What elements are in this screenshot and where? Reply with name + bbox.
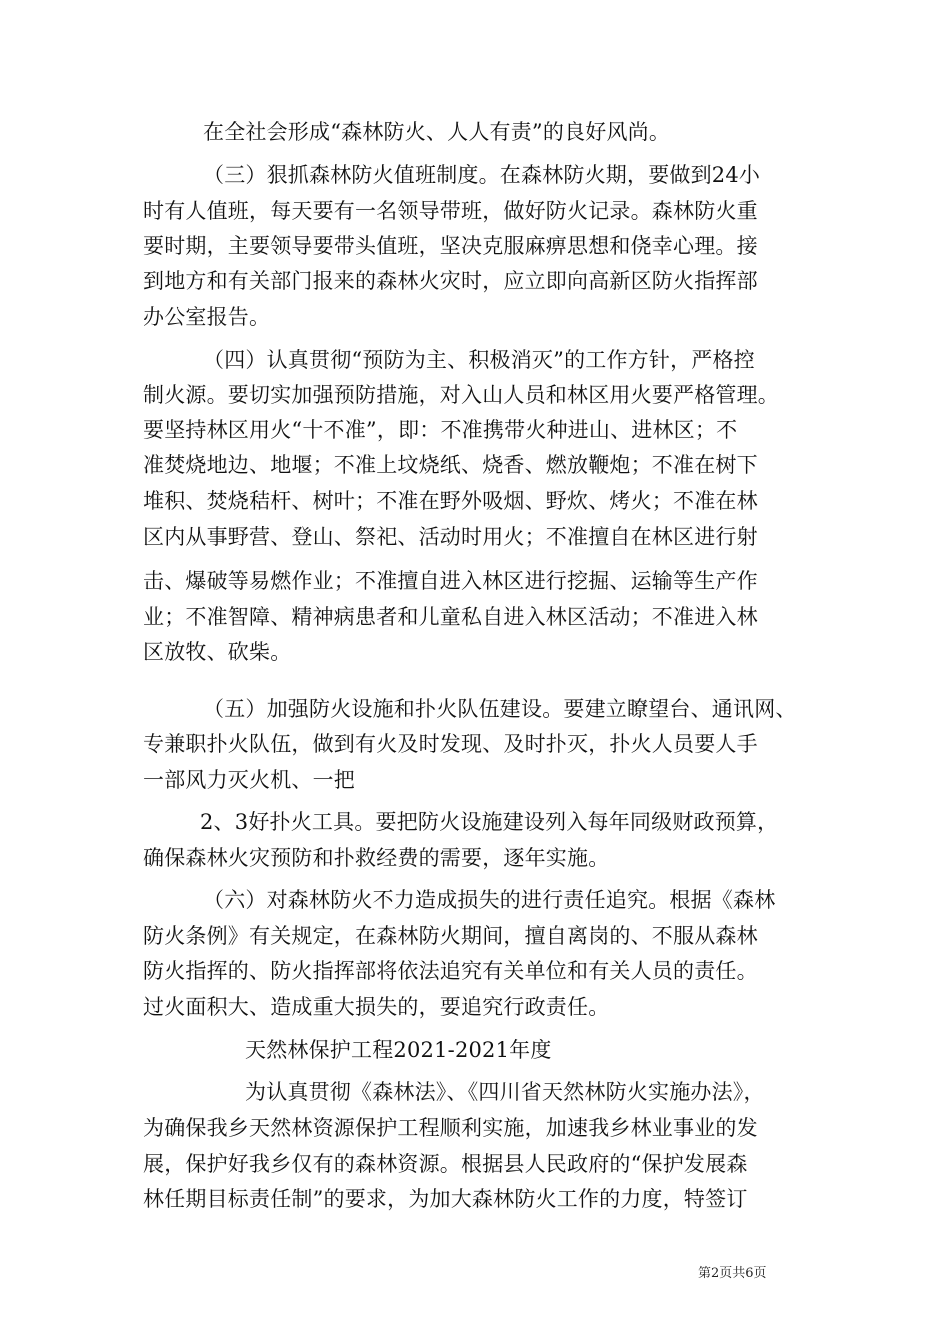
section-title: 天然林保护工程2021-2021年度 <box>245 1038 552 1062</box>
paragraph-line: 一部风力灭火机、一把 <box>143 768 355 792</box>
paragraph-line: 要时期，主要领导要带头值班，坚决克服麻痹思想和侥幸心理。接 <box>143 234 758 258</box>
paragraph-line: （四）认真贯彻“预防为主、积极消灭”的工作方针，严格控 <box>203 348 755 372</box>
paragraph-line: 为认真贯彻《森林法》、《四川省天然林防火实施办法》， <box>245 1080 765 1104</box>
paragraph-line: （三）狠抓森林防火值班制度。在森林防火期，要做到24小 <box>203 163 761 187</box>
paragraph-line: 击、爆破等易燃作业；不准擅自进入林区进行挖掘、运输等生产作 <box>143 569 758 593</box>
paragraph-line: 准焚烧地边、地堰；不准上坟烧纸、烧香、燃放鞭炮；不准在树下 <box>143 453 758 477</box>
paragraph-line: 要坚持林区用火“十不准”，即：不准携带火种进山、进林区；不 <box>143 418 738 442</box>
paragraph-line: 办公室报告。 <box>143 305 271 329</box>
paragraph-line: 制火源。要切实加强预防措施，对入山人员和林区用火要严格管理。 <box>143 383 779 407</box>
paragraph-line: 防火条例》有关规定，在森林防火期间，擅自离岗的、不服从森林 <box>143 924 758 948</box>
paragraph-line: 为确保我乡天然林资源保护工程顺利实施，加速我乡林业事业的发 <box>143 1116 758 1140</box>
paragraph-line: （五）加强防火设施和扑火队伍建设。要建立瞭望台、通讯网、 <box>203 697 797 721</box>
paragraph-line: 展，保护好我乡仅有的森林资源。根据县人民政府的“保护发展森 <box>143 1152 748 1176</box>
paragraph-line: 防火指挥的、防火指挥部将依法追究有关单位和有关人员的责任。 <box>143 959 758 983</box>
paragraph-line: 时有人值班，每天要有一名领导带班，做好防火记录。森林防火重 <box>143 199 758 223</box>
paragraph-line: 2、3好扑火工具。要把防火设施建设列入每年同级财政预算， <box>200 810 779 834</box>
paragraph-line: 专兼职扑火队伍，做到有火及时发现、及时扑灭，扑火人员要人手 <box>143 732 758 756</box>
paragraph-line: （六）对森林防火不力造成损失的进行责任追究。根据《森林 <box>203 888 776 912</box>
paragraph-line: 确保森林火灾预防和扑救经费的需要，逐年实施。 <box>143 846 610 870</box>
page-number: 第2页共6页 <box>698 1266 767 1281</box>
paragraph-line: 区放牧、砍柴。 <box>143 640 292 664</box>
paragraph-line: 业；不准智障、精神病患者和儿童私自进入林区活动；不准进入林 <box>143 605 758 629</box>
paragraph-line: 在全社会形成“森林防火、人人有责”的良好风尚。 <box>203 120 671 144</box>
paragraph-line: 堆积、焚烧秸杆、树叶；不准在野外吸烟、野炊、烤火；不准在林 <box>143 489 758 513</box>
paragraph-line: 区内从事野营、登山、祭祀、活动时用火；不准擅自在林区进行射 <box>143 525 758 549</box>
paragraph-line: 过火面积大、造成重大损失的，要追究行政责任。 <box>143 995 610 1019</box>
paragraph-line: 到地方和有关部门报来的森林火灾时，应立即向高新区防火指挥部 <box>143 269 758 293</box>
paragraph-line: 林任期目标责任制”的要求，为加大森林防火工作的力度，特签订 <box>143 1187 748 1211</box>
